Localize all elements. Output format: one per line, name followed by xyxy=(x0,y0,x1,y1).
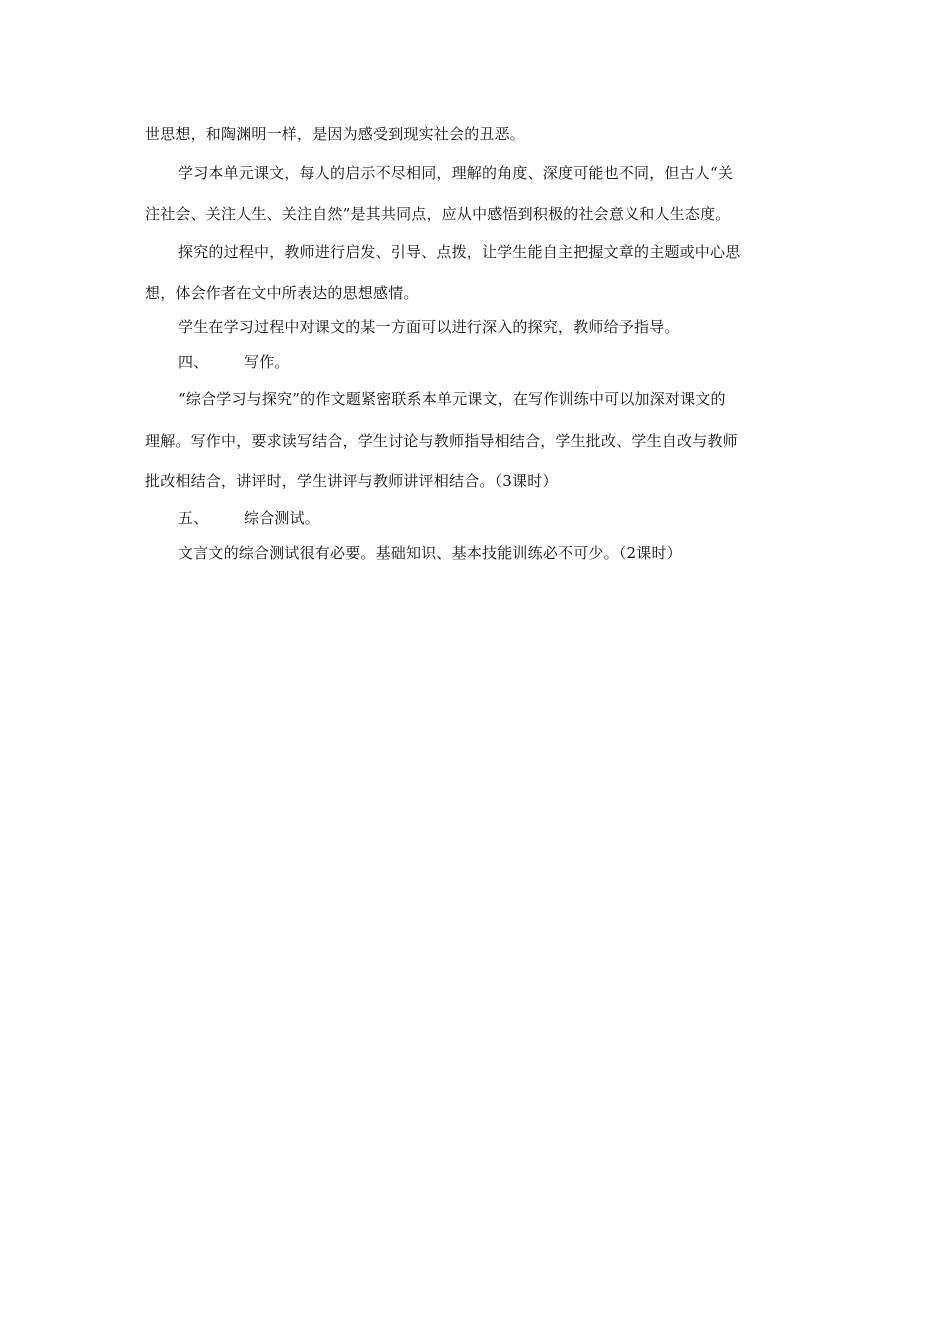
section-heading xyxy=(178,352,848,372)
section-title: 综合测试。 xyxy=(244,509,321,527)
section-heading xyxy=(178,508,848,528)
paragraph-line: 学习本单元课文，每人的启示不尽相同，理解的角度、深度可能也不同，但古人“关 xyxy=(178,164,734,182)
section-number: 五、 xyxy=(178,509,209,527)
paragraph-line: 理解。写作中，要求读写结合，学生讨论与教师指导相结合，学生批改、学生自改与教师 xyxy=(145,432,738,450)
section-title: 写作。 xyxy=(244,353,290,371)
paragraph-line: 探究的过程中，教师进行启发、引导、点拨，让学生能自主把握文章的主题或中心思 xyxy=(178,243,741,261)
paragraph-line: 文言文的综合测试很有必要。基础知识、基本技能训练必不可少。（2课时） xyxy=(178,544,682,562)
paragraph-line: 批改相结合，讲评时，学生讲评与教师讲评相结合。（3课时） xyxy=(145,472,558,490)
paragraph-line: 世思想，和陶渊明一样，是因为感受到现实社会的丑恶。 xyxy=(145,125,526,143)
section-number: 四、 xyxy=(178,353,209,371)
paragraph-line: 想，体会作者在文中所表达的思想感情。 xyxy=(145,284,419,302)
paragraph-line: “综合学习与探究”的作文题紧密联系本单元课文，在写作训练中可以加深对课文的 xyxy=(178,390,726,408)
paragraph-line: 注社会、关注人生、关注自然”是其共同点，应从中感悟到积极的社会意义和人生态度。 xyxy=(145,205,731,223)
paragraph-line: 学生在学习过程中对课文的某一方面可以进行深入的探究，教师给予指导。 xyxy=(178,318,680,336)
